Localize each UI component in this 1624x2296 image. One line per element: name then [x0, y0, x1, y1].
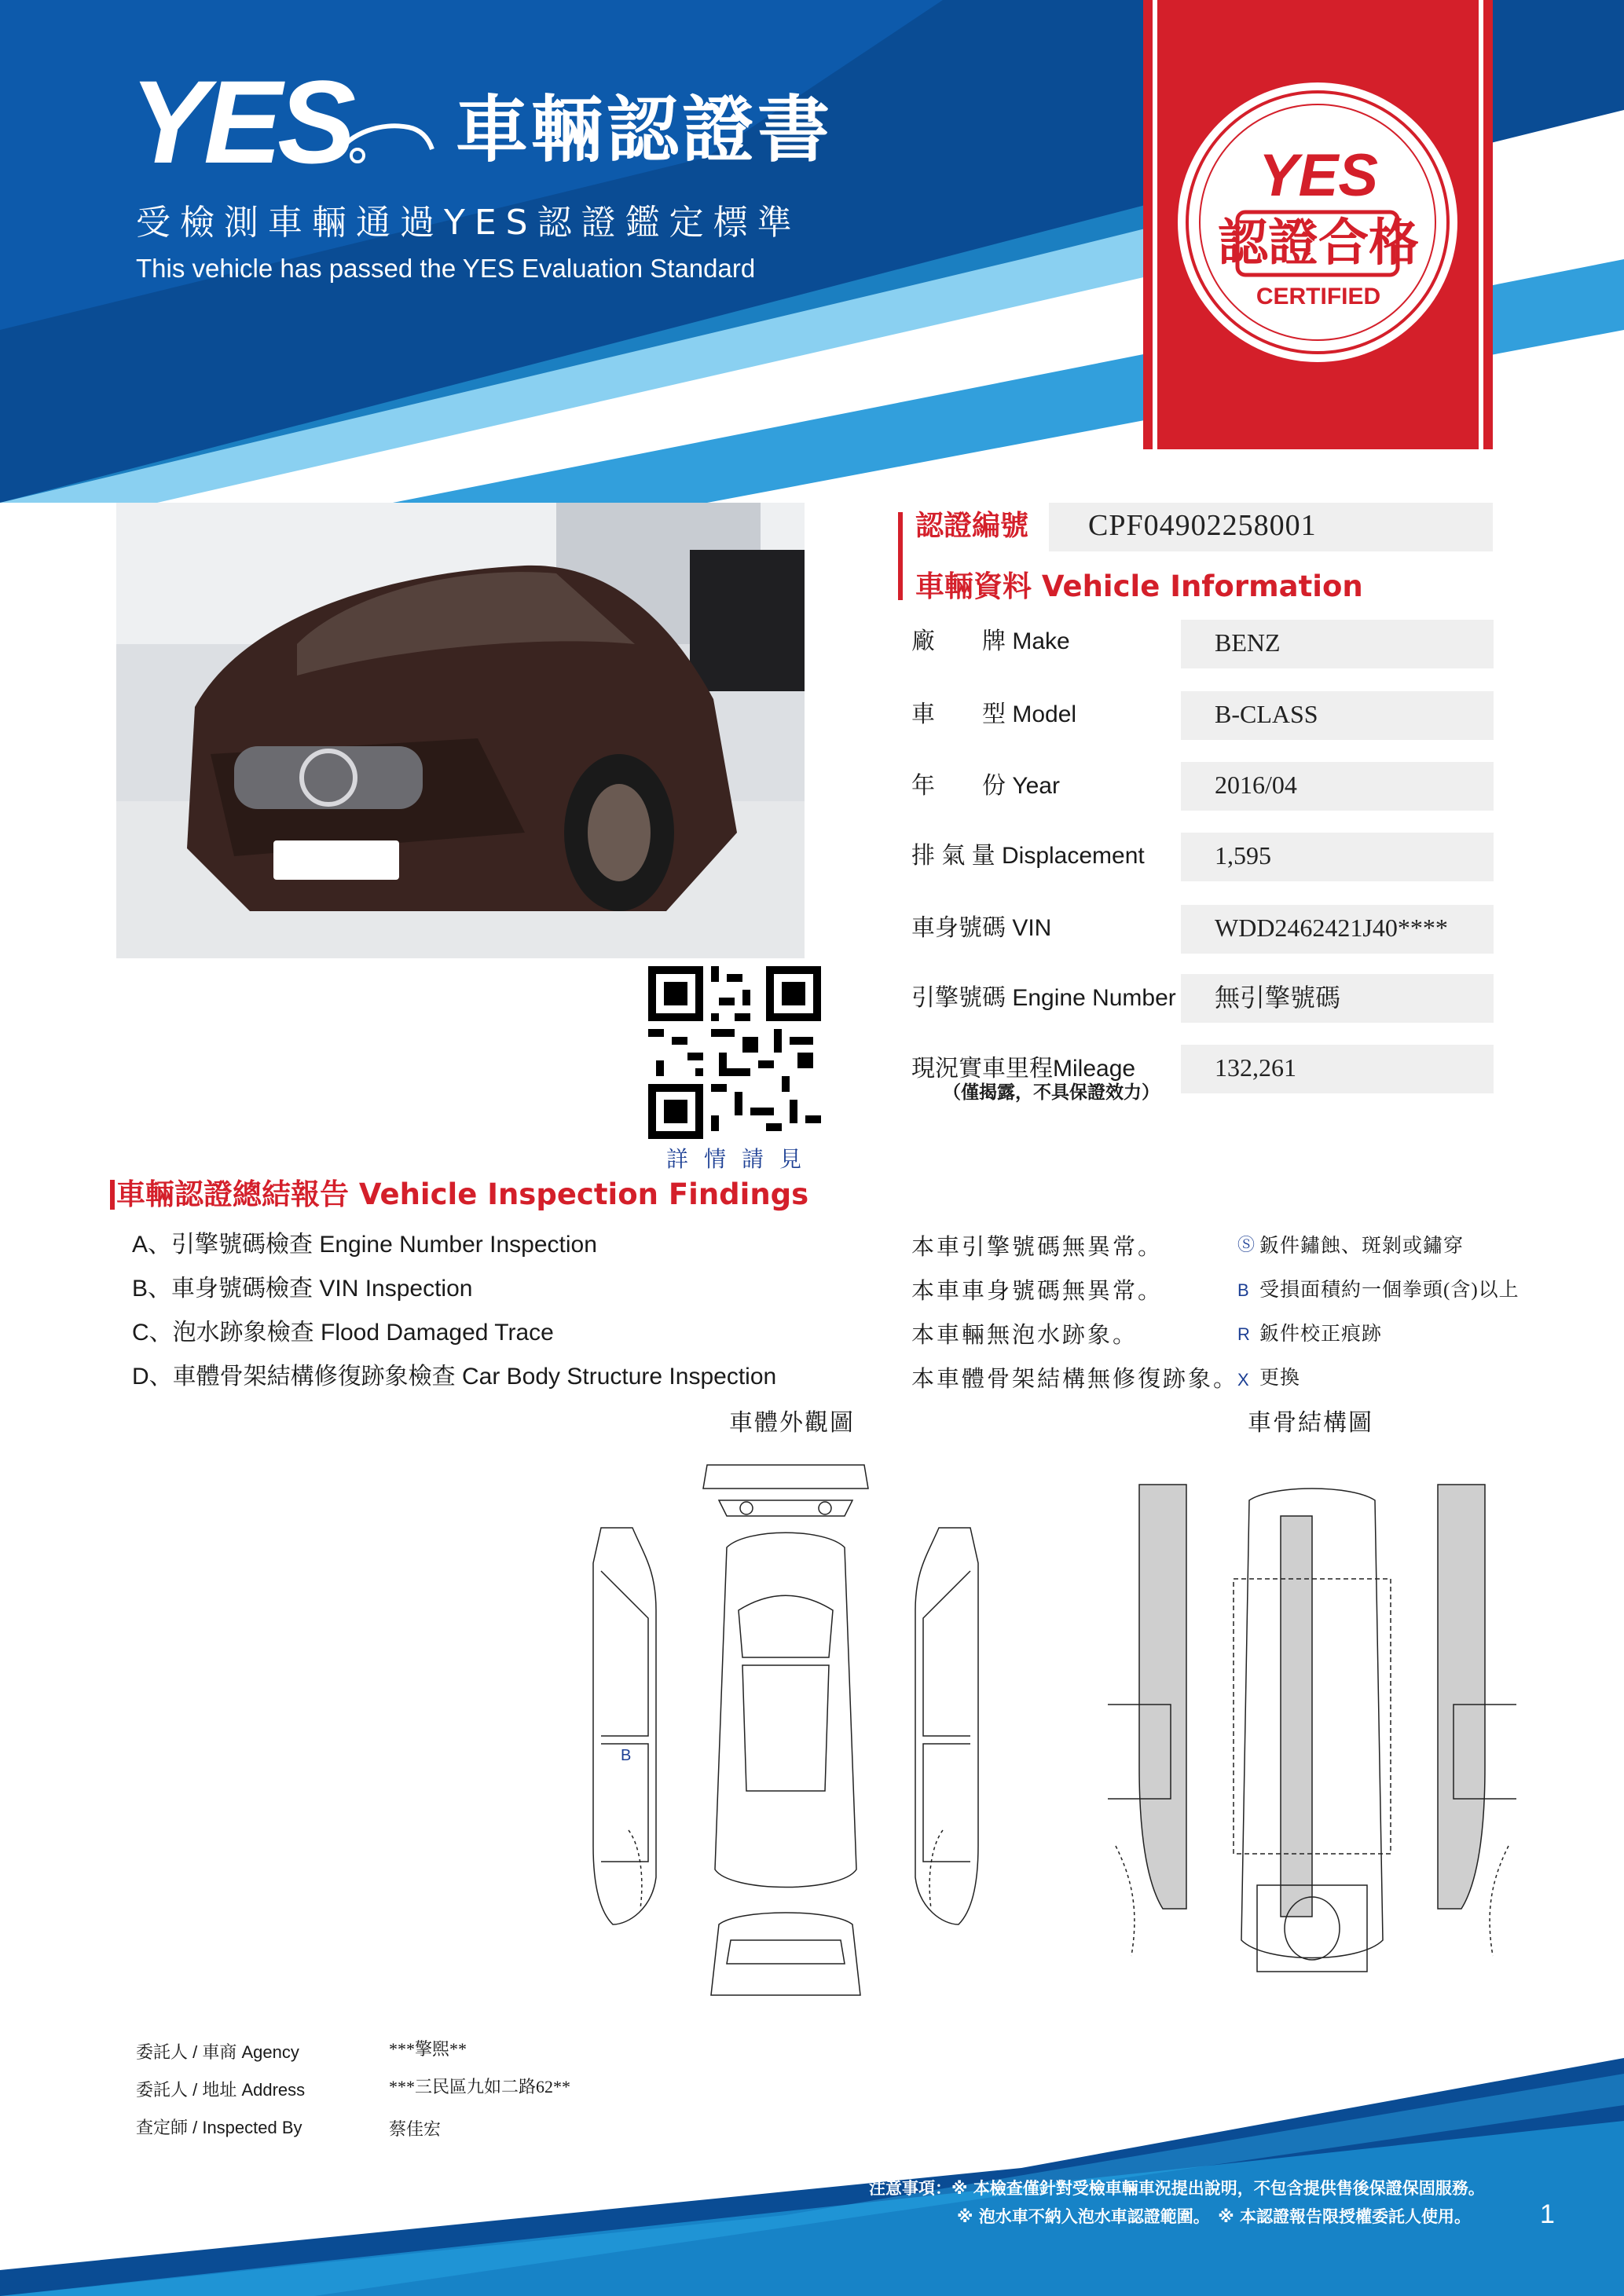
address-value: ***三民區九如二路62** — [389, 2077, 571, 2096]
structure-diagram — [1100, 1469, 1524, 2011]
certificate-number-label: 認證編號 — [915, 510, 1029, 542]
finding-label-flood: C、泡水跡象檢查 Flood Damaged Trace — [132, 1320, 554, 1346]
vehicle-photo — [116, 503, 805, 958]
model-label: 車 型 Model — [911, 701, 1077, 727]
exterior-diagram-caption: 車體外觀圖 — [729, 1410, 855, 1436]
badge-text-chinese: 認證合格 — [1218, 214, 1419, 273]
mileage-label: 現況實車里程Mileage — [911, 1056, 1136, 1082]
yes-logo: YES — [130, 56, 352, 188]
finding-label-vin: B、車身號碼檢查 VIN Inspection — [132, 1276, 473, 1302]
legend-replace-text: 更換 — [1259, 1368, 1301, 1389]
address-label: 委託人 / 地址 Address — [136, 2080, 306, 2100]
year-value: 2016/04 — [1215, 771, 1297, 799]
legend-rust-icon: Ⓢ — [1237, 1235, 1256, 1254]
legend-damage-icon: B — [1237, 1280, 1249, 1300]
car-outline-logo-icon — [334, 118, 436, 165]
agency-value: ***擎煕** — [389, 2039, 467, 2059]
section-marker — [898, 512, 903, 600]
make-label: 廠 牌 Make — [911, 628, 1070, 654]
exterior-damage-mark: B — [621, 1747, 632, 1764]
finding-result-engine: 本車引擎號碼無異常。 — [911, 1235, 1164, 1260]
page-number: 1 — [1540, 2199, 1555, 2229]
legend-rust-text: 鈑件鏽蝕、斑剝或鏽穿 — [1259, 1236, 1465, 1257]
finding-label-structure: D、車體骨架結構修復跡象檢查 Car Body Structure Inspection — [132, 1364, 777, 1390]
findings-title: 車輛認證總結報告 Vehicle Inspection Findings — [116, 1177, 809, 1211]
finding-result-structure: 本車體骨架結構無修復跡象。 — [911, 1367, 1239, 1392]
legend-replace-icon: X — [1237, 1370, 1249, 1390]
footer-note-2: ※ 泡水車不納入泡水車認證範圍。 ※ 本認證報告限授權委託人使用。 — [957, 2207, 1471, 2226]
footer-background — [0, 2011, 1624, 2296]
finding-result-vin: 本車車身號碼無異常。 — [911, 1279, 1164, 1304]
exterior-diagram — [581, 1453, 990, 2011]
certificate-title: 車輛認證書 — [456, 88, 834, 172]
vin-label: 車身號碼 VIN — [911, 915, 1052, 941]
finding-result-flood: 本車輛無泡水跡象。 — [911, 1323, 1138, 1348]
badge-text-english: CERTIFIED — [1256, 284, 1381, 309]
legend-damage-text: 受損面積約一個拳頭(含)以上 — [1259, 1280, 1520, 1301]
certificate-number-value: CPF04902258001 — [1088, 509, 1317, 542]
make-value: BENZ — [1215, 628, 1281, 657]
engine-number-label: 引擎號碼 Engine Number — [911, 985, 1176, 1011]
qr-code[interactable] — [648, 966, 821, 1139]
year-label: 年 份 Year — [911, 773, 1060, 799]
displacement-label: 排 氣 量 Displacement — [911, 843, 1145, 869]
model-value: B-CLASS — [1215, 700, 1318, 728]
legend-repair-text: 鈑件校正痕跡 — [1259, 1324, 1383, 1345]
footer-note-1: 注意事項：※ 本檢查僅針對受檢車輛車況提出說明，不包含提供售後保證保固服務。 — [869, 2179, 1485, 2198]
mileage-note: （僅揭露，不具保證效力） — [943, 1082, 1160, 1103]
vin-value: WDD2462421J40**** — [1215, 914, 1448, 942]
agency-label: 委託人 / 車商 Agency — [136, 2042, 299, 2062]
inspector-label: 查定師 / Inspected By — [136, 2118, 302, 2137]
subtitle-english: This vehicle has passed the YES Evaluation Standard — [136, 254, 756, 283]
subtitle-chinese: 受檢測車輛通過YES認證鑑定標準 — [136, 203, 801, 243]
structure-diagram-caption: 車骨結構圖 — [1248, 1410, 1373, 1436]
vehicle-info-title: 車輛資料 Vehicle Information — [915, 569, 1363, 603]
mileage-value: 132,261 — [1215, 1053, 1296, 1082]
displacement-value: 1,595 — [1215, 841, 1271, 870]
section-marker — [110, 1180, 115, 1210]
engine-number-value: 無引擎號碼 — [1215, 983, 1341, 1012]
badge-logo: YES — [1258, 142, 1379, 209]
qr-caption: 詳情請見 — [666, 1146, 818, 1172]
finding-label-engine: A、引擎號碼檢查 Engine Number Inspection — [132, 1232, 597, 1258]
legend-repair-icon: R — [1237, 1324, 1250, 1344]
inspector-value: 蔡佳宏 — [389, 2119, 442, 2139]
